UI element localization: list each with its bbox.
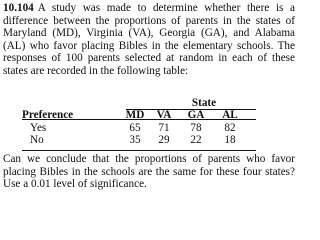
column-header-va: VA xyxy=(156,109,172,121)
column-header-al: AL xyxy=(222,109,238,121)
table-cell: 18 xyxy=(224,134,236,146)
table-cell: 29 xyxy=(158,134,170,146)
table-cell: 71 xyxy=(158,122,170,134)
row-label-yes: Yes xyxy=(30,122,47,134)
problem-number: 10.104 xyxy=(3,2,34,14)
data-table xyxy=(22,89,262,151)
problem-intro: A study was made to determine whether there is a difference between the proportions of parents in the states of Maryland (MD), Virginia (VA), Georgia (GA), and Alabama (AL) who favor placing Bibles in the elementary schools. The responses of 100 parents selected at random in each of these states are recorded in the following table: xyxy=(3,2,295,77)
table-cell: 22 xyxy=(190,134,202,146)
column-header-md: MD xyxy=(125,109,145,121)
column-header-ga: GA xyxy=(187,109,205,121)
row-label-no: No xyxy=(30,134,44,146)
bottom-rule xyxy=(22,150,256,151)
column-header-preference: Preference xyxy=(22,109,74,121)
table-cell: 82 xyxy=(224,122,236,134)
table-group-header: State xyxy=(191,97,217,109)
problem-statement xyxy=(3,2,295,78)
table-cell: 35 xyxy=(129,134,141,146)
header-rule xyxy=(22,119,256,120)
table-cell: 65 xyxy=(129,122,141,134)
table-cell: 78 xyxy=(190,122,202,134)
problem-question: Can we conclude that the proportions of parents who favor placing Bibles in the schools are the same for these four states? Use a 0.01 level of significance. xyxy=(3,153,295,191)
